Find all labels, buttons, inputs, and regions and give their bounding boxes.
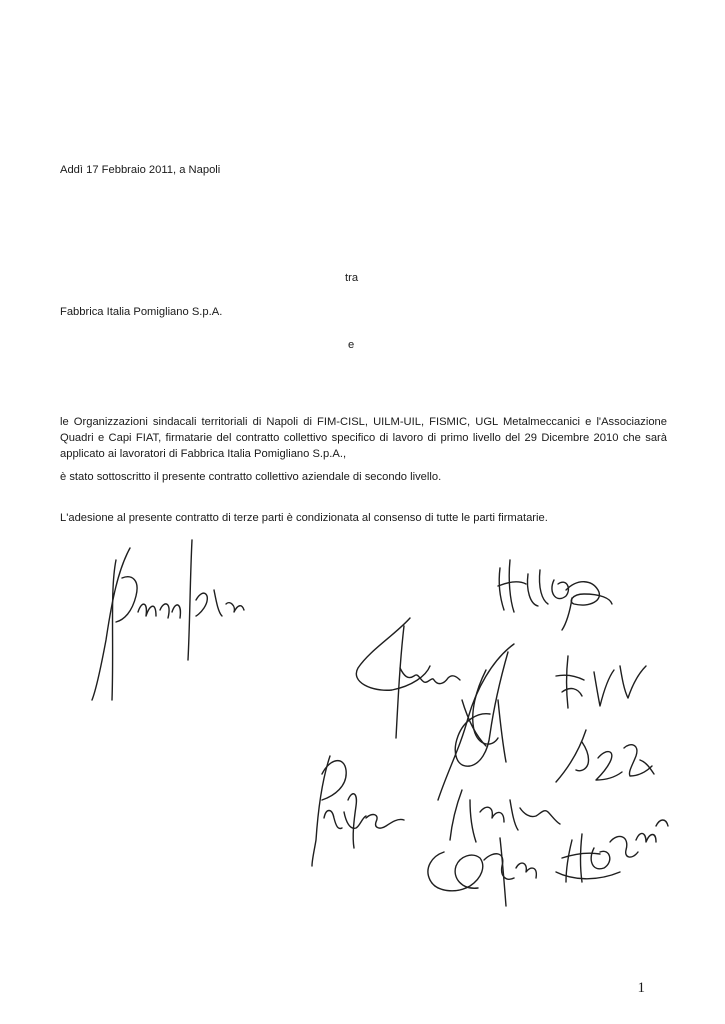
subscribed-line: è stato sottoscritto il presente contratto collettivo aziendale di secondo livello. bbox=[60, 471, 442, 483]
signature-bottom-center bbox=[428, 790, 560, 906]
between-label: tra bbox=[345, 272, 359, 284]
adhesion-line: L'adesione al presente contratto di terze parti è condizionata al consenso di tutte le parti firmatarie. bbox=[60, 512, 548, 524]
signature-bottom-left bbox=[312, 756, 404, 866]
signature-right-upper bbox=[556, 656, 646, 708]
signature-middle bbox=[356, 618, 460, 738]
company-name: Fabbrica Italia Pomigliano S.p.A. bbox=[60, 306, 223, 318]
date-line: Addì 17 Febbraio 2011, a Napoli bbox=[60, 164, 221, 176]
signature-top-right bbox=[498, 560, 612, 630]
page-number: 1 bbox=[637, 980, 645, 996]
conjunction-label: e bbox=[348, 339, 355, 351]
signature-center-large bbox=[438, 644, 514, 800]
signature-right-lower bbox=[556, 730, 654, 782]
signature-company-left bbox=[92, 540, 244, 700]
parties-paragraph: le Organizzazioni sindacali territoriali di Napoli di FIM-CISL, UILM-UIL, FISMIC, UGL Metalmeccanici e l'Associazione Quadri e Capi FIAT, firmatarie del contratto collettivo specifico di lavoro di primo livello del 29 Dicembre 2010 che sarà applicato ai lavoratori di Fabbrica Italia Pomigliano S.p.A., bbox=[60, 416, 667, 461]
signature-bottom-right bbox=[556, 820, 668, 882]
